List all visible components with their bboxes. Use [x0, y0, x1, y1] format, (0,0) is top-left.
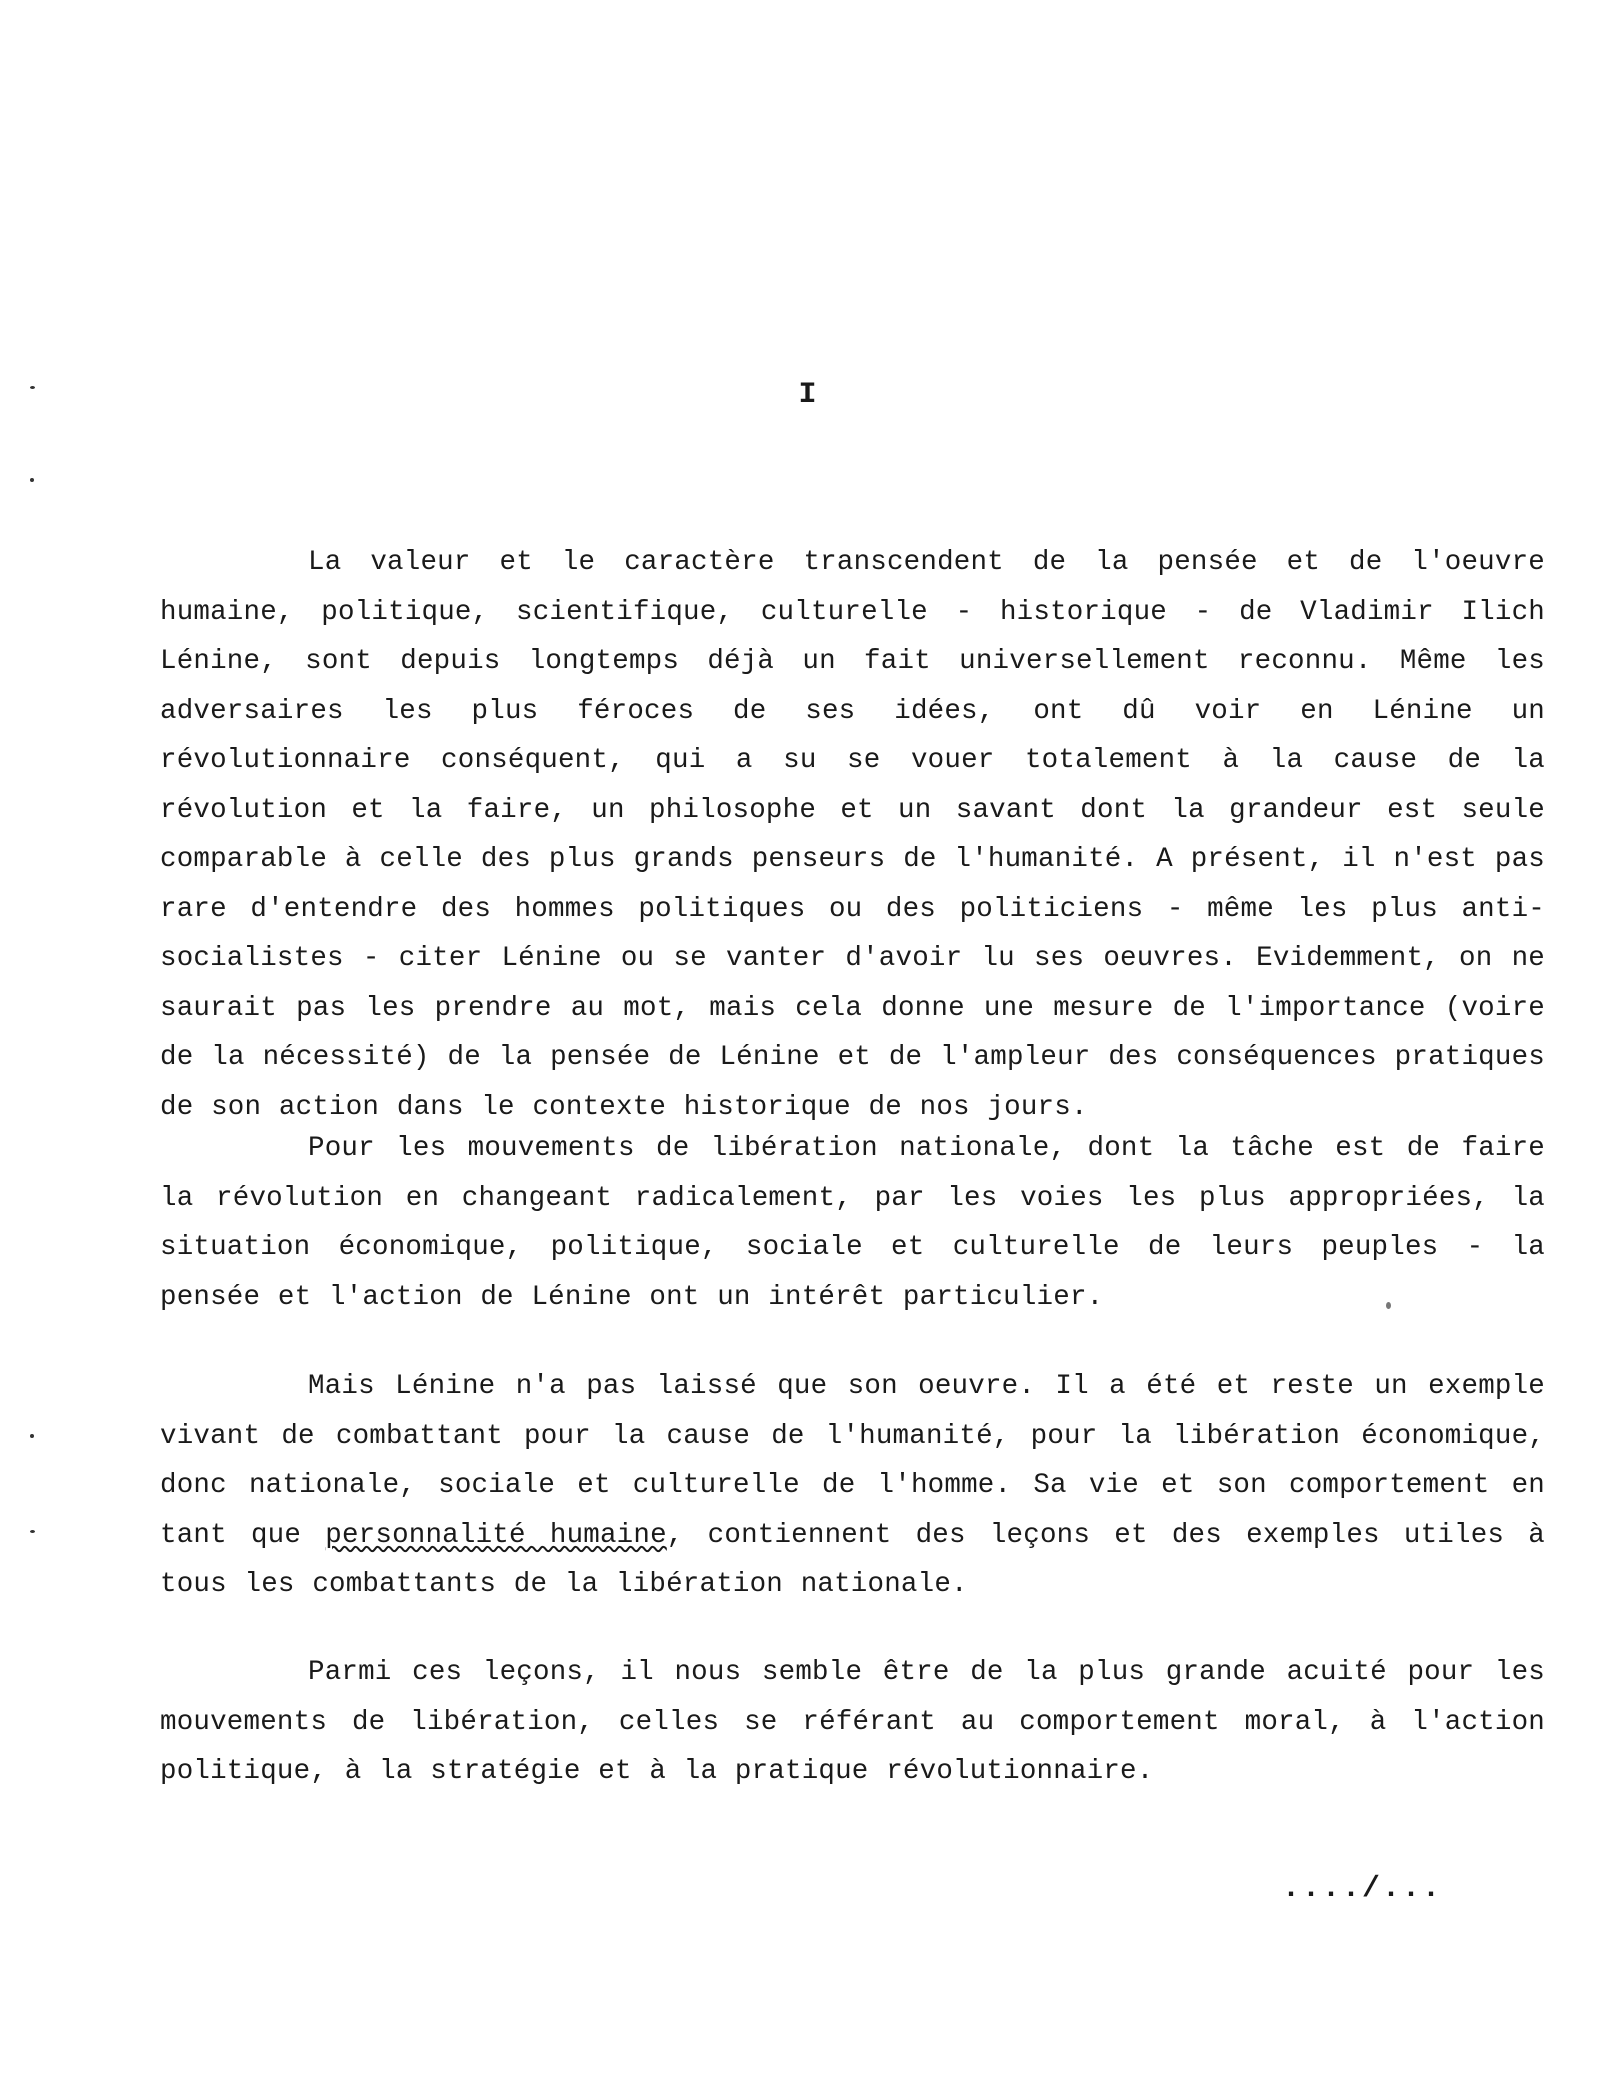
paragraph-3-text-before: Mais Lénine n'a pas laissé que son oeuvre. Il a été et reste un exemple vivant de combattant pour la cause de l'humanité, pour la libération économique, donc nationale, sociale et culturelle de l'homme. Sa vie et son comportement en tant que — [160, 1371, 1545, 1551]
paragraph-3-text-after: , contiennent des leçons et des exemples utiles à tous les combattants de la libération nationale. — [160, 1519, 1545, 1600]
scan-speck — [30, 1530, 35, 1533]
underlined-phrase: personnalité humaine — [325, 1519, 667, 1551]
scan-speck — [1386, 1302, 1391, 1309]
paragraph-3 — [160, 1362, 1545, 1610]
scan-speck — [30, 386, 35, 389]
paragraph-4: Parmi ces leçons, il nous semble être de la plus grande acuité pour les mouvements de libération, celles se référant au comportement moral, à l'action politique, à la stratégie et à la pratique révolutionnaire. — [160, 1657, 1545, 1787]
paragraph-1: La valeur et le caractère transcendent de la pensée et de l'oeuvre humaine, politique, scientifique, culturelle - historique - de Vladimir Ilich Lénine, sont depuis longtemps déjà un fait universellement reconnu. Même les adversaires les plus féroces de ses idées, ont dû voir en Lénine un révolutionnaire conséquent, qui a su se vouer totalement à la cause de la révolution et la faire, un philosophe et un savant dont la grandeur est seule comparable à celle des plus grands penseurs de l'humanité. A présent, il n'est pas rare d'entendre des hommes politiques ou des politiciens - même les plus anti-socialistes - citer Lénine ou se vanter d'avoir lu ses oeuvres. Evidemment, on ne saurait pas les prendre au mot, mais cela donne une mesure de l'importance (voire de la nécessité) de la pensée de Lénine et de l'ampleur des conséquences pratiques de son action dans le contexte historique de nos jours. — [160, 547, 1545, 1123]
section-heading: I — [798, 378, 818, 412]
page-continuation-mark: ..../... — [1282, 1872, 1443, 1906]
scan-speck — [30, 478, 34, 482]
scan-speck — [30, 1434, 34, 1438]
paragraph-2: Pour les mouvements de libération nationale, dont la tâche est de faire la révolution en changeant radicalement, par les voies les plus appropriées, la situation économique, politique, sociale et culturelle de leurs peuples - la pensée et l'action de Lénine ont un intérêt particulier. — [160, 1133, 1545, 1313]
